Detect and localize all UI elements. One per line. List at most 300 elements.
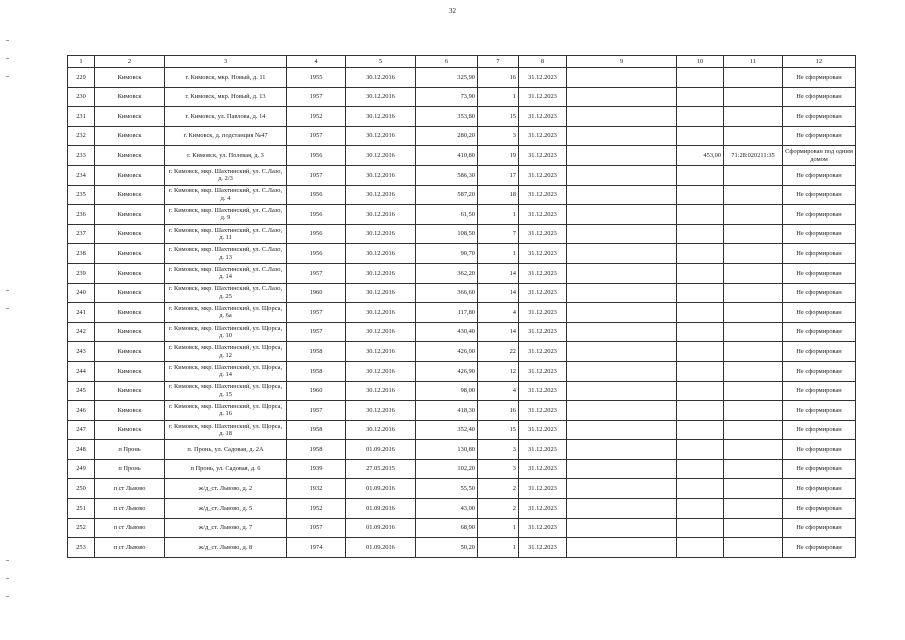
cell-cadastral-number xyxy=(724,205,783,225)
cell-land-area xyxy=(677,244,724,264)
cell-land-status: Не сформирован xyxy=(783,165,856,185)
cell-row-index: 237 xyxy=(68,224,95,244)
cell-land-status: Не сформирован xyxy=(783,185,856,205)
table-row xyxy=(68,518,856,538)
cell-area: 130,80 xyxy=(416,440,478,460)
cell-area: 55,50 xyxy=(416,479,478,499)
cell-address: п Пронь, ул. Садовая, д. 6 xyxy=(165,459,287,479)
cell-residents: 22 xyxy=(478,342,519,362)
cell-land-area xyxy=(677,303,724,323)
cell-cadastral-number xyxy=(724,401,783,421)
cell-row-index: 240 xyxy=(68,283,95,303)
cell-address: г. Кимовск, мкр. Шахтинский, ул. С.Лазо, д. 13 xyxy=(165,244,287,264)
cell-residents: 4 xyxy=(478,381,519,401)
cell-inclusion-date: 30.12.2016 xyxy=(346,146,416,166)
cell-land-status: Не сформирован xyxy=(783,107,856,127)
cell-resettlement-deadline: 31.12.2023 xyxy=(519,185,567,205)
cell-cadastral-number xyxy=(724,420,783,440)
cell-area: 587,20 xyxy=(416,185,478,205)
cell-cadastral-number xyxy=(724,322,783,342)
cell-settlement: Кимовск xyxy=(95,322,165,342)
cell-land-status: Не сформирован xyxy=(783,518,856,538)
cell-column-9 xyxy=(567,518,677,538)
cell-resettlement-deadline: 31.12.2023 xyxy=(519,381,567,401)
cell-resettlement-deadline: 31.12.2023 xyxy=(519,224,567,244)
cell-area: 50,20 xyxy=(416,538,478,558)
cell-area: 280,20 xyxy=(416,126,478,146)
cell-column-9 xyxy=(567,303,677,323)
cell-area: 102,20 xyxy=(416,459,478,479)
cell-inclusion-date: 30.12.2016 xyxy=(346,283,416,303)
cell-row-index: 247 xyxy=(68,420,95,440)
cell-inclusion-date: 30.12.2016 xyxy=(346,205,416,225)
cell-row-index: 235 xyxy=(68,185,95,205)
cell-column-9 xyxy=(567,381,677,401)
cell-year-built: 1956 xyxy=(287,146,346,166)
table-row xyxy=(68,322,856,342)
cell-area: 410,80 xyxy=(416,146,478,166)
cell-cadastral-number xyxy=(724,459,783,479)
table-row xyxy=(68,126,856,146)
cell-land-status: Не сформирован xyxy=(783,361,856,381)
cell-inclusion-date: 30.12.2016 xyxy=(346,263,416,283)
cell-settlement: Кимовск xyxy=(95,381,165,401)
cell-column-9 xyxy=(567,107,677,127)
cell-cadastral-number xyxy=(724,185,783,205)
cell-residents: 12 xyxy=(478,361,519,381)
cell-column-9 xyxy=(567,459,677,479)
cell-land-status: Не сформирован xyxy=(783,459,856,479)
cell-land-area: 453,00 xyxy=(677,146,724,166)
cell-column-9 xyxy=(567,401,677,421)
cell-year-built: 1958 xyxy=(287,420,346,440)
cell-land-status: Не сформирован xyxy=(783,68,856,88)
cell-column-9 xyxy=(567,538,677,558)
cell-land-area xyxy=(677,263,724,283)
table-row xyxy=(68,342,856,362)
cell-year-built: 1957 xyxy=(287,303,346,323)
table-row xyxy=(68,185,856,205)
table-row xyxy=(68,244,856,264)
cell-cadastral-number xyxy=(724,263,783,283)
cell-address: п. Пронь, ул. Садовая, д. 2А xyxy=(165,440,287,460)
cell-year-built: 1957 xyxy=(287,322,346,342)
cell-residents: 14 xyxy=(478,283,519,303)
cell-area: 353,80 xyxy=(416,107,478,127)
cell-year-built: 1952 xyxy=(287,107,346,127)
cell-address: г. Кимовск, мкр. Шахтинский, ул. Щорса, д. 18 xyxy=(165,420,287,440)
cell-settlement: Кимовск xyxy=(95,107,165,127)
cell-address: г. Кимовск, ул. Павлова, д. 14 xyxy=(165,107,287,127)
cell-address: г. Кимовск, мкр. Шахтинский, ул. С.Лазо, д. 11 xyxy=(165,224,287,244)
cell-row-index: 244 xyxy=(68,361,95,381)
cell-resettlement-deadline: 31.12.2023 xyxy=(519,146,567,166)
cell-resettlement-deadline: 31.12.2023 xyxy=(519,479,567,499)
cell-land-area xyxy=(677,322,724,342)
cell-cadastral-number xyxy=(724,361,783,381)
cell-settlement: Кимовск xyxy=(95,165,165,185)
cell-residents: 3 xyxy=(478,459,519,479)
cell-address: г. Кимовск, мкр. Шахтинский, ул. Щорса, д. 15 xyxy=(165,381,287,401)
cell-row-index: 238 xyxy=(68,244,95,264)
cell-cadastral-number xyxy=(724,518,783,538)
cell-resettlement-deadline: 31.12.2023 xyxy=(519,205,567,225)
cell-address: ж/д_ст. Львово, д. 2 xyxy=(165,479,287,499)
cell-column-9 xyxy=(567,479,677,499)
cell-row-index: 229 xyxy=(68,68,95,88)
cell-address: г. Кимовск, ул. Полевая, д. 3 xyxy=(165,146,287,166)
table-row xyxy=(68,303,856,323)
binding-margin-marks xyxy=(6,40,12,600)
cell-area: 108,50 xyxy=(416,224,478,244)
cell-settlement: п ст Львово xyxy=(95,538,165,558)
cell-area: 117,80 xyxy=(416,303,478,323)
cell-settlement: п Пронь xyxy=(95,440,165,460)
cell-year-built: 1957 xyxy=(287,87,346,107)
cell-resettlement-deadline: 31.12.2023 xyxy=(519,322,567,342)
cell-settlement: Кимовск xyxy=(95,244,165,264)
table-row xyxy=(68,87,856,107)
cell-address: г. Кимовск, мкр. Шахтинский, ул. С.Лазо, д. 25 xyxy=(165,283,287,303)
cell-settlement: п ст Львово xyxy=(95,499,165,519)
cell-inclusion-date: 27.05.2015 xyxy=(346,459,416,479)
table-row xyxy=(68,420,856,440)
cell-residents: 14 xyxy=(478,263,519,283)
cell-resettlement-deadline: 31.12.2023 xyxy=(519,244,567,264)
cell-land-area xyxy=(677,205,724,225)
cell-land-area xyxy=(677,185,724,205)
cell-land-area xyxy=(677,342,724,362)
cell-row-index: 246 xyxy=(68,401,95,421)
cell-area: 325,90 xyxy=(416,68,478,88)
cell-address: г. Кимовск, мкр. Шахтинский, ул. С.Лазо, д. 9 xyxy=(165,205,287,225)
table-row xyxy=(68,381,856,401)
cell-row-index: 231 xyxy=(68,107,95,127)
cell-row-index: 250 xyxy=(68,479,95,499)
cell-year-built: 1958 xyxy=(287,342,346,362)
cell-address: г. Кимовск, мкр. Шахтинский, ул. Щорса, д. 12 xyxy=(165,342,287,362)
cell-address: ж/д_ст. Львово, д. 8 xyxy=(165,538,287,558)
cell-year-built: 1956 xyxy=(287,185,346,205)
cell-land-status: Не сформирован xyxy=(783,283,856,303)
cell-column-9 xyxy=(567,224,677,244)
cell-row-index: 253 xyxy=(68,538,95,558)
cell-land-area xyxy=(677,420,724,440)
registry-body xyxy=(68,68,856,558)
cell-address: ж/д_ст. Львово, д. 7 xyxy=(165,518,287,538)
cell-inclusion-date: 01.09.2016 xyxy=(346,518,416,538)
cell-cadastral-number: 71:28:020211:35 xyxy=(724,146,783,166)
cell-column-9 xyxy=(567,244,677,264)
cell-row-index: 234 xyxy=(68,165,95,185)
cell-cadastral-number xyxy=(724,283,783,303)
cell-year-built: 1957 xyxy=(287,263,346,283)
cell-address: г. Кимовск, мкр. Шахтинский, ул. Щорса, д. 16 xyxy=(165,401,287,421)
cell-resettlement-deadline: 31.12.2023 xyxy=(519,107,567,127)
cell-settlement: Кимовск xyxy=(95,146,165,166)
cell-cadastral-number xyxy=(724,126,783,146)
cell-cadastral-number xyxy=(724,440,783,460)
cell-resettlement-deadline: 31.12.2023 xyxy=(519,440,567,460)
table-row xyxy=(68,283,856,303)
cell-land-area xyxy=(677,479,724,499)
cell-land-area xyxy=(677,459,724,479)
cell-cadastral-number xyxy=(724,87,783,107)
cell-resettlement-deadline: 31.12.2023 xyxy=(519,459,567,479)
cell-land-area xyxy=(677,361,724,381)
cell-settlement: п ст Львово xyxy=(95,518,165,538)
cell-address: г. Кимовск, мкр. Шахтинский, ул. Щорса, д. 14 xyxy=(165,361,287,381)
cell-column-9 xyxy=(567,126,677,146)
cell-land-status: Не сформирован xyxy=(783,263,856,283)
cell-land-status: Не сформирован xyxy=(783,420,856,440)
cell-residents: 4 xyxy=(478,303,519,323)
cell-residents: 17 xyxy=(478,165,519,185)
cell-land-area xyxy=(677,538,724,558)
cell-settlement: Кимовск xyxy=(95,224,165,244)
cell-row-index: 252 xyxy=(68,518,95,538)
cell-residents: 3 xyxy=(478,126,519,146)
cell-inclusion-date: 01.09.2016 xyxy=(346,479,416,499)
cell-settlement: Кимовск xyxy=(95,263,165,283)
cell-resettlement-deadline: 31.12.2023 xyxy=(519,518,567,538)
cell-cadastral-number xyxy=(724,479,783,499)
cell-address: г. Кимовск, мкр. Шахтинский, ул. Щорса, д. 6а xyxy=(165,303,287,323)
cell-land-area xyxy=(677,401,724,421)
cell-resettlement-deadline: 31.12.2023 xyxy=(519,361,567,381)
cell-column-9 xyxy=(567,68,677,88)
table-row xyxy=(68,499,856,519)
cell-land-status: Не сформирован xyxy=(783,303,856,323)
cell-land-status: Не сформирован xyxy=(783,401,856,421)
table-row xyxy=(68,361,856,381)
cell-column-9 xyxy=(567,87,677,107)
cell-land-area xyxy=(677,518,724,538)
cell-area: 73,90 xyxy=(416,87,478,107)
column-number: 11 xyxy=(724,56,783,68)
table-row xyxy=(68,263,856,283)
column-number: 12 xyxy=(783,56,856,68)
cell-inclusion-date: 30.12.2016 xyxy=(346,126,416,146)
cell-column-9 xyxy=(567,165,677,185)
column-number: 1 xyxy=(68,56,95,68)
column-number: 4 xyxy=(287,56,346,68)
cell-land-status: Не сформирован xyxy=(783,440,856,460)
cell-inclusion-date: 30.12.2016 xyxy=(346,244,416,264)
cell-area: 98,00 xyxy=(416,381,478,401)
cell-cadastral-number xyxy=(724,499,783,519)
cell-column-9 xyxy=(567,440,677,460)
cell-column-9 xyxy=(567,283,677,303)
cell-land-status: Сформирован под одним домом xyxy=(783,146,856,166)
table-row xyxy=(68,205,856,225)
cell-land-area xyxy=(677,87,724,107)
cell-settlement: Кимовск xyxy=(95,303,165,323)
cell-cadastral-number xyxy=(724,68,783,88)
cell-cadastral-number xyxy=(724,342,783,362)
table-row xyxy=(68,146,856,166)
table-row xyxy=(68,68,856,88)
table-row xyxy=(68,538,856,558)
cell-cadastral-number xyxy=(724,538,783,558)
cell-inclusion-date: 30.12.2016 xyxy=(346,107,416,127)
table-row xyxy=(68,440,856,460)
cell-area: 61,50 xyxy=(416,205,478,225)
cell-area: 90,70 xyxy=(416,244,478,264)
cell-residents: 18 xyxy=(478,185,519,205)
cell-residents: 1 xyxy=(478,205,519,225)
cell-column-9 xyxy=(567,342,677,362)
cell-row-index: 230 xyxy=(68,87,95,107)
column-number: 9 xyxy=(567,56,677,68)
cell-year-built: 1956 xyxy=(287,224,346,244)
table-row xyxy=(68,165,856,185)
column-number: 6 xyxy=(416,56,478,68)
cell-land-status: Не сформирован xyxy=(783,342,856,362)
cell-settlement: Кимовск xyxy=(95,342,165,362)
cell-row-index: 248 xyxy=(68,440,95,460)
cell-land-area xyxy=(677,68,724,88)
cell-area: 426,00 xyxy=(416,342,478,362)
cell-inclusion-date: 30.12.2016 xyxy=(346,381,416,401)
cell-year-built: 1974 xyxy=(287,538,346,558)
cell-resettlement-deadline: 31.12.2023 xyxy=(519,420,567,440)
cell-row-index: 242 xyxy=(68,322,95,342)
cell-cadastral-number xyxy=(724,107,783,127)
cell-year-built: 1960 xyxy=(287,283,346,303)
cell-address: г. Кимовск, мкр. Шахтинский, ул. С.Лазо, д. 4 xyxy=(165,185,287,205)
cell-land-area xyxy=(677,224,724,244)
page-number: 32 xyxy=(449,7,456,15)
cell-address: г. Кимовск, мкр. Новый, д. 13 xyxy=(165,87,287,107)
cell-column-9 xyxy=(567,322,677,342)
cell-settlement: п Пронь xyxy=(95,459,165,479)
cell-settlement: п ст Львово xyxy=(95,479,165,499)
column-number: 7 xyxy=(478,56,519,68)
cell-inclusion-date: 30.12.2016 xyxy=(346,361,416,381)
cell-cadastral-number xyxy=(724,244,783,264)
cell-year-built: 1958 xyxy=(287,361,346,381)
cell-area: 586,30 xyxy=(416,165,478,185)
cell-year-built: 1957 xyxy=(287,126,346,146)
cell-cadastral-number xyxy=(724,303,783,323)
cell-year-built: 1956 xyxy=(287,244,346,264)
cell-settlement: Кимовск xyxy=(95,283,165,303)
cell-residents: 7 xyxy=(478,224,519,244)
cell-residents: 16 xyxy=(478,401,519,421)
cell-land-status: Не сформирован xyxy=(783,244,856,264)
cell-year-built: 1956 xyxy=(287,205,346,225)
cell-column-9 xyxy=(567,361,677,381)
cell-land-area xyxy=(677,165,724,185)
cell-address: г. Кимовск, мкр. Новый, д. 11 xyxy=(165,68,287,88)
cell-settlement: Кимовск xyxy=(95,401,165,421)
cell-address: г. Кимовск, мкр. Шахтинский, ул. Щорса, д. 10 xyxy=(165,322,287,342)
cell-resettlement-deadline: 31.12.2023 xyxy=(519,538,567,558)
cell-residents: 2 xyxy=(478,499,519,519)
cell-year-built: 1958 xyxy=(287,440,346,460)
cell-year-built: 1957 xyxy=(287,518,346,538)
cell-column-9 xyxy=(567,205,677,225)
cell-residents: 2 xyxy=(478,479,519,499)
cell-address: г. Кимовск, мкр. Шахтинский, ул. С.Лазо, д. 14 xyxy=(165,263,287,283)
cell-year-built: 1960 xyxy=(287,381,346,401)
cell-residents: 1 xyxy=(478,518,519,538)
cell-area: 426,90 xyxy=(416,361,478,381)
table-row xyxy=(68,479,856,499)
cell-resettlement-deadline: 31.12.2023 xyxy=(519,401,567,421)
cell-settlement: Кимовск xyxy=(95,420,165,440)
cell-resettlement-deadline: 31.12.2023 xyxy=(519,283,567,303)
cell-area: 418,30 xyxy=(416,401,478,421)
cell-row-index: 251 xyxy=(68,499,95,519)
cell-land-status: Не сформирован xyxy=(783,538,856,558)
cell-row-index: 241 xyxy=(68,303,95,323)
cell-land-area xyxy=(677,381,724,401)
cell-residents: 19 xyxy=(478,146,519,166)
cell-resettlement-deadline: 31.12.2023 xyxy=(519,165,567,185)
cell-area: 352,40 xyxy=(416,420,478,440)
cell-residents: 1 xyxy=(478,87,519,107)
cell-area: 362,20 xyxy=(416,263,478,283)
cell-resettlement-deadline: 31.12.2023 xyxy=(519,68,567,88)
cell-land-status: Не сформирован xyxy=(783,499,856,519)
cell-cadastral-number xyxy=(724,224,783,244)
column-number: 5 xyxy=(346,56,416,68)
cell-land-area xyxy=(677,126,724,146)
column-number: 2 xyxy=(95,56,165,68)
cell-inclusion-date: 30.12.2016 xyxy=(346,87,416,107)
cell-inclusion-date: 01.09.2016 xyxy=(346,538,416,558)
cell-area: 430,40 xyxy=(416,322,478,342)
cell-inclusion-date: 30.12.2016 xyxy=(346,185,416,205)
cell-residents: 15 xyxy=(478,420,519,440)
column-number-row xyxy=(68,56,856,68)
cell-resettlement-deadline: 31.12.2023 xyxy=(519,126,567,146)
cell-address: ж/д_ст. Львово, д. 5 xyxy=(165,499,287,519)
cell-row-index: 239 xyxy=(68,263,95,283)
cell-settlement: Кимовск xyxy=(95,126,165,146)
cell-year-built: 1952 xyxy=(287,499,346,519)
cell-inclusion-date: 30.12.2016 xyxy=(346,420,416,440)
cell-inclusion-date: 30.12.2016 xyxy=(346,165,416,185)
cell-area: 43,00 xyxy=(416,499,478,519)
cell-row-index: 236 xyxy=(68,205,95,225)
table-row xyxy=(68,107,856,127)
cell-year-built: 1932 xyxy=(287,479,346,499)
cell-land-area xyxy=(677,499,724,519)
cell-resettlement-deadline: 31.12.2023 xyxy=(519,499,567,519)
cell-cadastral-number xyxy=(724,165,783,185)
column-number: 10 xyxy=(677,56,724,68)
cell-cadastral-number xyxy=(724,381,783,401)
cell-column-9 xyxy=(567,263,677,283)
cell-area: 366,60 xyxy=(416,283,478,303)
cell-land-status: Не сформирован xyxy=(783,224,856,244)
cell-inclusion-date: 30.12.2016 xyxy=(346,322,416,342)
cell-land-status: Не сформирован xyxy=(783,381,856,401)
cell-inclusion-date: 30.12.2016 xyxy=(346,68,416,88)
cell-inclusion-date: 01.09.2016 xyxy=(346,499,416,519)
cell-inclusion-date: 30.12.2016 xyxy=(346,303,416,323)
cell-resettlement-deadline: 31.12.2023 xyxy=(519,342,567,362)
cell-address: г. Кимовск, д. подстанция №47 xyxy=(165,126,287,146)
cell-settlement: Кимовск xyxy=(95,361,165,381)
cell-column-9 xyxy=(567,146,677,166)
cell-settlement: Кимовск xyxy=(95,185,165,205)
table-row xyxy=(68,224,856,244)
cell-land-status: Не сформирован xyxy=(783,479,856,499)
